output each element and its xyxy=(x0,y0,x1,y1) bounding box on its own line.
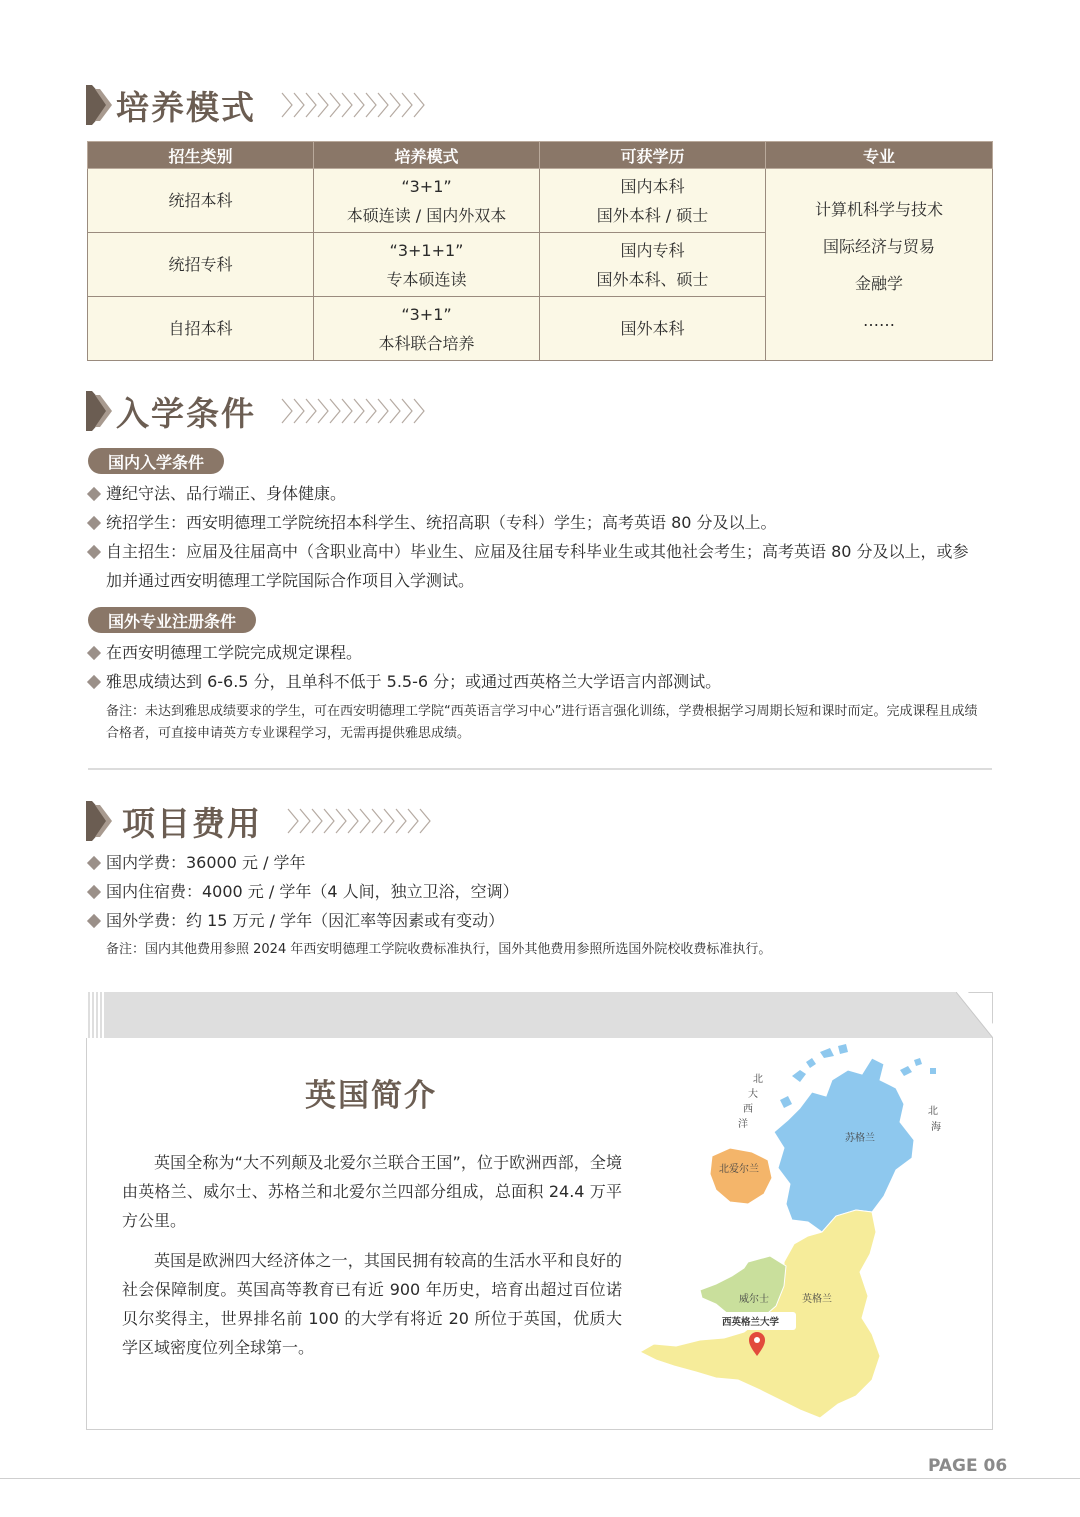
northern-ireland-region xyxy=(710,1148,772,1204)
north-atlantic-label: 北 大 西 洋 xyxy=(738,1074,763,1130)
header-degree: 可获学历 xyxy=(540,142,766,169)
uk-map xyxy=(640,1040,985,1426)
footer-line xyxy=(0,1478,1080,1479)
arrow-marker-icon xyxy=(86,801,112,841)
major-item: …… xyxy=(863,310,895,330)
degree-line: 国内专科 xyxy=(620,240,685,260)
list-item-text: 国内学费：36000 元 / 学年 xyxy=(106,853,306,872)
list-item xyxy=(88,638,983,667)
domestic-conditions-label: 国内入学条件 xyxy=(88,448,224,474)
mode-line: “3+1+1” xyxy=(389,240,464,260)
list-item xyxy=(88,877,983,906)
list-item-text: 雅思成绩达到 6-6.5 分，且单科不低于 5.5-6 分；或通过西英格兰大学语言内部测试。 xyxy=(106,672,722,691)
list-item xyxy=(88,906,983,935)
cell-category: 统招本科 xyxy=(88,169,314,233)
section-title-text: 培养模式 xyxy=(116,87,256,127)
fees-list xyxy=(88,848,983,935)
cell-degree xyxy=(540,297,766,361)
header-mode: 培养模式 xyxy=(314,142,540,169)
diamond-bullet-icon xyxy=(87,885,101,899)
section-title-admission xyxy=(86,388,430,434)
uk-paragraph-2: 英国是欧洲四大经济体之一，其国民拥有较高的生活水平和良好的社会保障制度。英国高等教育已有近 900 年历史，培育出超过百位诺贝尔奖得主，世界排名前 100 的大学有将近 20 所位于英国，优质大学区域密度位列全球第一。 xyxy=(122,1251,622,1357)
cell-degree xyxy=(540,233,766,297)
foreign-conditions-list xyxy=(88,638,983,696)
diamond-bullet-icon xyxy=(87,675,101,689)
degree-line: 国外本科 xyxy=(620,319,685,338)
mode-line: “3+1” xyxy=(401,304,452,324)
scotland-label: 苏格兰 xyxy=(845,1133,875,1144)
list-item-text: 国内住宿费：4000 元 / 学年（4 人间，独立卫浴，空调） xyxy=(106,882,519,901)
table-row xyxy=(88,169,993,233)
list-item-text: 统招学生：西安明德理工学院统招本科学生、统招高职（专科）学生；高考英语 80 分及以上。 xyxy=(106,513,777,532)
list-item xyxy=(88,508,983,537)
list-item-text: 国外学费：约 15 万元 / 学年（因汇率等因素或有变动） xyxy=(106,911,505,930)
table-header-row xyxy=(88,142,993,169)
uk-card-header-band xyxy=(86,992,958,1038)
diamond-bullet-icon xyxy=(87,646,101,660)
northern-ireland-label: 北爱尔兰 xyxy=(719,1164,759,1175)
arrow-marker-icon xyxy=(86,85,112,125)
diamond-bullet-icon xyxy=(87,545,101,559)
mode-line: 专本硕连读 xyxy=(386,269,467,289)
cell-degree xyxy=(540,169,766,233)
list-item xyxy=(88,848,983,877)
scotland-region xyxy=(774,1058,914,1232)
cell-majors xyxy=(766,169,993,361)
page-fold-corner-icon xyxy=(956,992,993,1038)
north-sea-label: 北 海 xyxy=(928,1106,941,1133)
chevron-pattern-icon xyxy=(280,396,430,426)
cell-mode xyxy=(314,297,540,361)
diamond-bullet-icon xyxy=(87,516,101,530)
header-major: 专业 xyxy=(766,142,993,169)
uk-card-stripes xyxy=(86,992,106,1038)
list-item-text: 自主招生：应届及往届高中（含职业高中）毕业生、应届及往届专科毕业生或其他社会考生；高考英语 80 分及以上，或参加并通过西安明德理工学院国际合作项目入学测试。 xyxy=(106,542,969,590)
mode-line: “3+1” xyxy=(401,176,452,196)
degree-line: 国外本科 / 硕士 xyxy=(596,205,709,225)
section-title-text: 入学条件 xyxy=(116,393,256,433)
fees-note: 备注：国内其他费用参照 2024 年西安明德理工学院收费标准执行，国外其他费用参照所选国外院校收费标准执行。 xyxy=(106,942,772,957)
england-label: 英格兰 xyxy=(802,1294,832,1305)
section-title-training xyxy=(86,82,430,128)
list-item-text: 遵纪守法、品行端正、身体健康。 xyxy=(106,484,347,503)
list-item xyxy=(88,479,983,508)
domestic-conditions-list xyxy=(88,479,983,595)
page-number: PAGE 06 xyxy=(928,1456,1008,1476)
diamond-bullet-icon xyxy=(87,856,101,870)
uwe-label: 西英格兰大学 xyxy=(722,1317,780,1328)
uk-paragraph-1: 英国全称为“大不列颠及北爱尔兰联合王国”，位于欧洲西部，全境由英格兰、威尔士、苏格兰和北爱尔兰四部分组成，总面积 24.4 万平方公里。 xyxy=(122,1153,622,1230)
mode-line: 本硕连读 / 国内外双本 xyxy=(346,205,507,225)
cell-mode xyxy=(314,169,540,233)
chevron-pattern-icon xyxy=(280,90,430,120)
major-item: 金融学 xyxy=(854,273,903,293)
section-title-fees xyxy=(86,798,436,844)
degree-line: 国外本科、硕士 xyxy=(596,269,709,289)
arrow-marker-icon xyxy=(86,391,112,431)
section-title-text: 项目费用 xyxy=(122,803,262,843)
list-item-text: 在西安明德理工学院完成规定课程。 xyxy=(106,643,363,662)
admission-note: 备注：未达到雅思成绩要求的学生，可在西安明德理工学院“西英语言学习中心”进行语言强化训练，学费根据学习周期长短和课时而定。完成课程且成绩合格者，可直接申请英方专业课程学习，无需再提供雅思成绩。 xyxy=(106,704,978,741)
uk-title: 英国简介 xyxy=(305,1078,437,1114)
cell-category: 统招专科 xyxy=(88,233,314,297)
header-category: 招生类别 xyxy=(88,142,314,169)
mode-line: 本科联合培养 xyxy=(378,333,475,353)
major-item: 国际经济与贸易 xyxy=(822,236,935,256)
divider xyxy=(88,768,992,770)
list-item xyxy=(88,667,983,696)
degree-line: 国内本科 xyxy=(620,176,685,196)
foreign-conditions-label: 国外专业注册条件 xyxy=(88,607,256,633)
major-item: 计算机科学与技术 xyxy=(814,199,943,219)
cell-mode xyxy=(314,233,540,297)
chevron-pattern-icon xyxy=(286,806,436,836)
training-mode-table xyxy=(87,141,993,361)
wales-label: 威尔士 xyxy=(739,1294,769,1305)
diamond-bullet-icon xyxy=(87,914,101,928)
cell-category: 自招本科 xyxy=(88,297,314,361)
diamond-bullet-icon xyxy=(87,487,101,501)
list-item xyxy=(88,537,983,595)
